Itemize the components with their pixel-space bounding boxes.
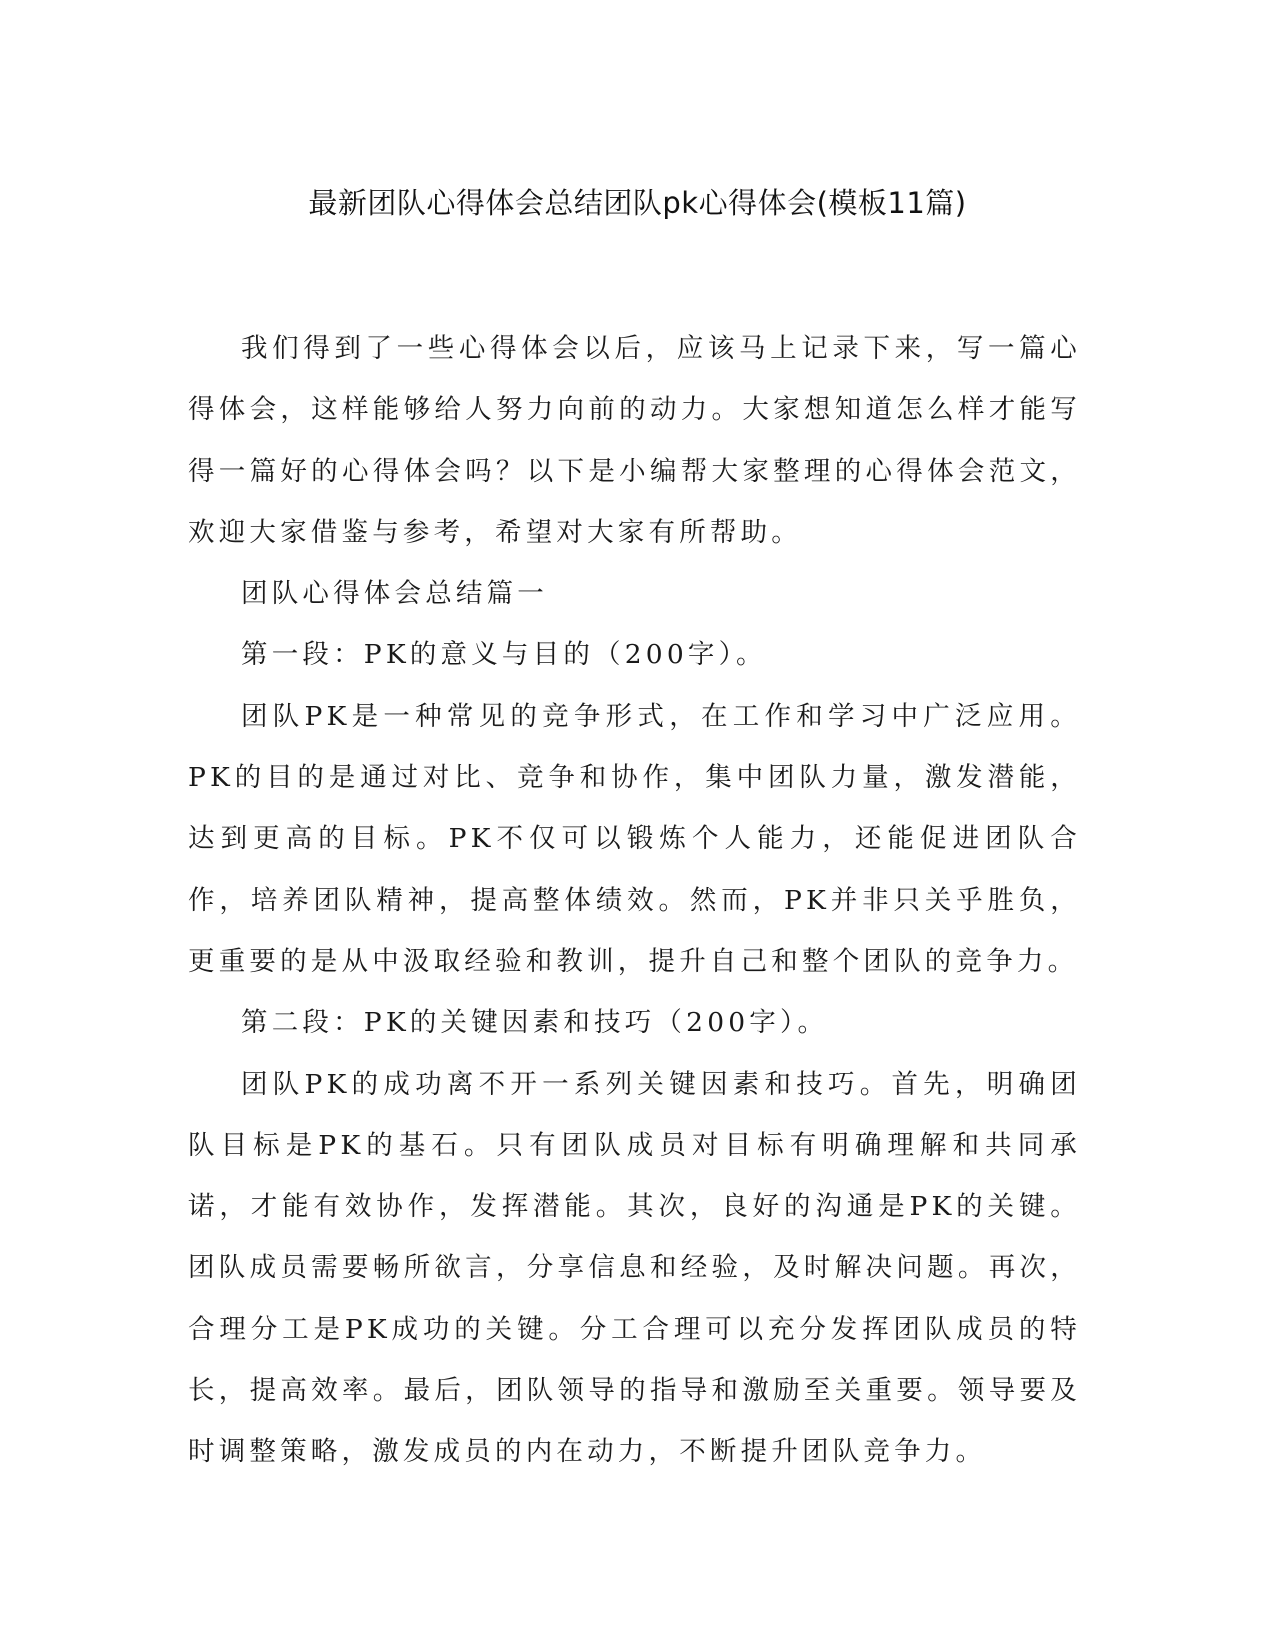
- subsection-heading-2: 第二段：PK的关键因素和技巧（200字）。: [241, 1007, 829, 1039]
- body-paragraph-2: 团队PK的成功离不开一系列关键因素和技巧。首先，明确团队目标是PK的基石。只有团队成员对目标有明确理解和共同承诺，才能有效协作，发挥潜能。其次，良好的沟通是PK的关键。团队成员需要畅所欲言，分享信息和经验，及时解决问题。再次，合理分工是PK成功的关键。分工合理可以充分发挥团队成员的特长，提高效率。最后，团队领导的指导和激励至关重要。领导要及时调整策略，激发成员的内在动力，不断提升团队竞争力。: [188, 1068, 1081, 1468]
- section-heading-1: 团队心得体会总结篇一: [241, 578, 548, 610]
- subsection-heading-1: 第一段：PK的意义与目的（200字）。: [241, 639, 767, 671]
- document-body: [188, 318, 1081, 1483]
- document-title: 最新团队心得体会总结团队pk心得体会(模板11篇): [308, 186, 967, 220]
- body-paragraph-1: 团队PK是一种常见的竞争形式，在工作和学习中广泛应用。PK的目的是通过对比、竞争和协作，集中团队力量，激发潜能，达到更高的目标。PK不仅可以锻炼个人能力，还能促进团队合作，培养团队精神，提高整体绩效。然而，PK并非只关乎胜负，更重要的是从中汲取经验和教训，提升自己和整个团队的竞争力。: [188, 700, 1081, 977]
- intro-paragraph: 我们得到了一些心得体会以后，应该马上记录下来，写一篇心得体会，这样能够给人努力向前的动力。大家想知道怎么样才能写得一篇好的心得体会吗？以下是小编帮大家整理的心得体会范文，欢迎大家借鉴与参考，希望对大家有所帮助。: [188, 333, 1081, 548]
